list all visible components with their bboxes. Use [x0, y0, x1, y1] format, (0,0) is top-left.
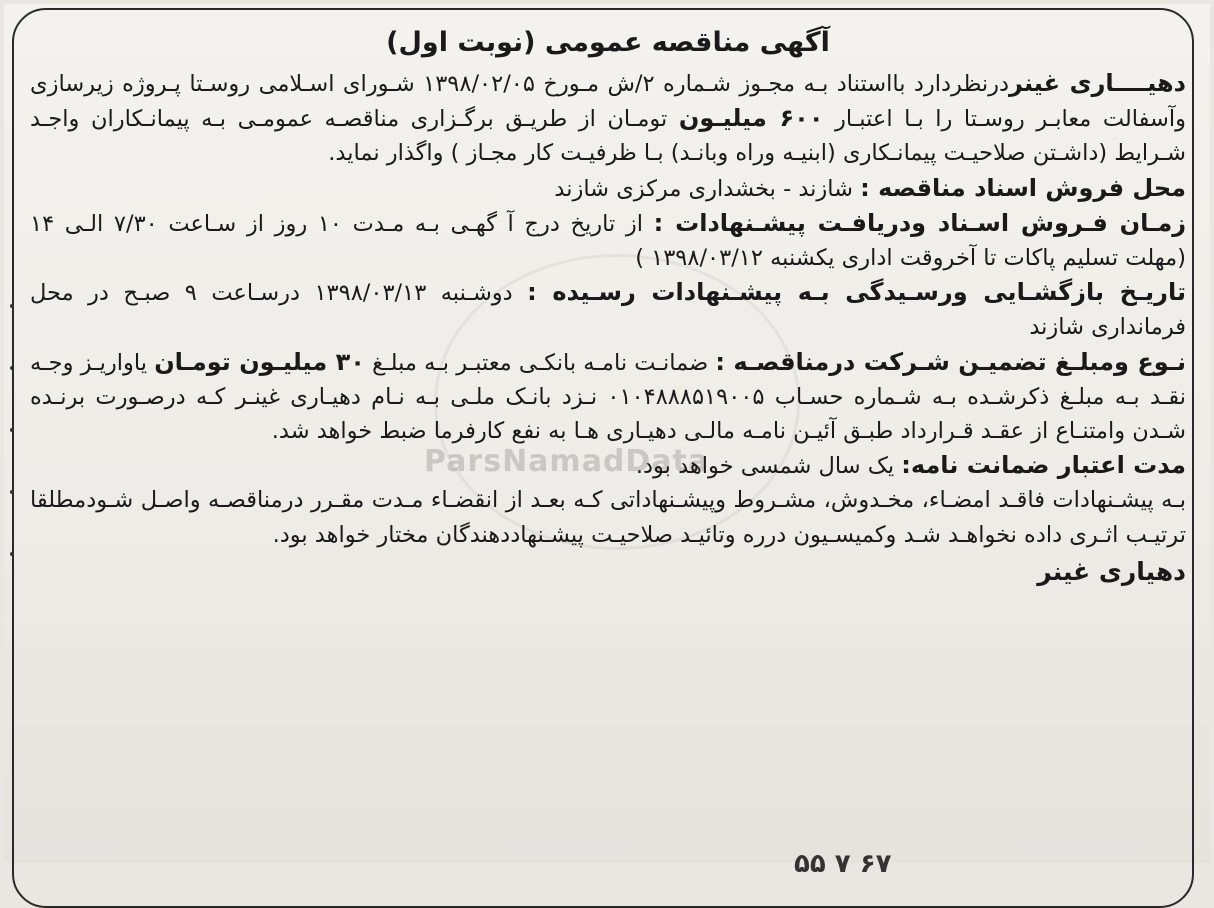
notice-body: [30, 22, 1186, 862]
signature: دهیاری غینر: [1037, 556, 1186, 586]
paragraph-validity: مدت اعتبار ضمانت نامه: یک سال شمسی خواهد بود.: [635, 451, 1186, 480]
newspaper-clipping: [4, 4, 1210, 879]
paragraph-opening-date: تاریـخ بازگشـایی ورسـیدگی بـه پیشـنهادات رسـیده : دوشـنبه ۱۳۹۸/۰۳/۱۳ درسـاعت ۹ صبـح در محل فرمانداری شازند: [30, 278, 1186, 341]
paragraph-project: دهیــــاری غینردرنظردارد بااستناد بـه مجـوز شـماره ۲/ش مـورخ ۱۳۹۸/۰۲/۰۵ شـورای اسـلامی روسـتا پـروژه زیرسازی وآسفالت معابـر روسـتا را بـا اعتبـار ۶۰۰ میلیـون تومـان از طریـق برگـزاری مناقصـه عمومـی بـه پیمانـکاران واجـد شـرایط (داشـتن صلاحیـت پیمانـکاری (ابنیـه وراه وبانـد) بـا ظرفیـت کار مجـاز ) واگذار نماید.: [30, 69, 1186, 167]
paragraph-conditions: بـه پیشـنهادات فاقـد امضـاء، مخـدوش، مشـروط وپیشـنهاداتی کـه بعـد از انقضـاء مـدت مقـرر درمناقصـه واصـل شـودمطلقا ترتیـب اثـری داده نخواهـد شـد وکمیسـیون درره وتائیـد صلاحیـت پیشـنهاددهندگان مختار خواهد بود.: [30, 487, 1186, 548]
cut-off-text: ۵۵ ۷ ۶۷: [794, 849, 892, 879]
budget-amount: ۶۰۰ میلیـون: [678, 104, 824, 133]
notice-title: آگهی مناقصه عمومی (نوبت اول): [386, 27, 830, 58]
issuer-name: دهیــــاری غینر: [1009, 69, 1186, 97]
paragraph-sale-place: محل فروش اسناد مناقصه : شازند - بخشداری مرکزی شازند: [554, 173, 1186, 202]
guarantee-amount: ۳۰ میلیـون تومـان: [154, 347, 365, 376]
edge-marks: [6, 304, 14, 704]
paragraph-sale-time: زمـان فـروش اسـناد ودریافـت پیشـنهادات : از تاریخ درج آ گهـی بـه مـدت ۱۰ روز از سـاعت ۷/۳۰ الـی ۱۴ (مهلت تسلیم پاکات تا آخروقت اداری یکشنبه ۱۳۹۸/۰۳/۱۲ ): [30, 208, 1187, 272]
paragraph-guarantee: نـوع ومبلـغ تضمیـن شـرکت درمناقصـه : ضمانـت نامـه بانکـی معتبـر بـه مبلـغ ۳۰ میلیـون تومـان یاواریـز وجـه نقـد بـه مبلـغ ذکرشـده بـه شـماره حسـاب ۰۱۰۴۸۸۸۵۱۹۰۰۵ نـزد بانـک ملـی بـه نـام دهیـاری غینـر کـه درصـورت برنـده شـدن وامتنـاع از عقـد قـرارداد طبـق آئیـن نامـه مالـی دهیـاری هـا به نفع کارفرما ضبط خواهد شد.: [30, 347, 1186, 445]
watermark-text: ParsNamadData: [424, 444, 710, 479]
